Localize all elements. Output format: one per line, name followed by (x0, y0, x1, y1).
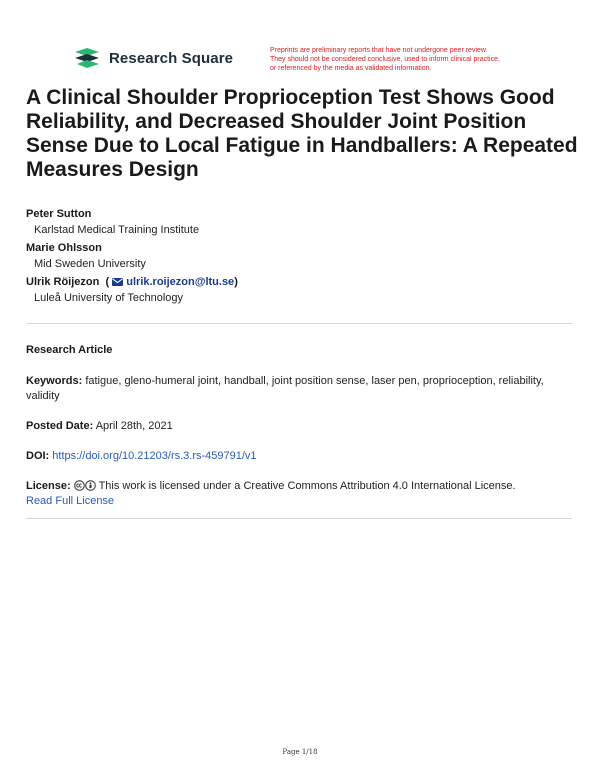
posted-date: Posted Date: April 28th, 2021 (26, 420, 173, 432)
author-name[interactable]: Marie Ohlsson (26, 242, 102, 254)
keywords-label: Keywords: (26, 375, 83, 387)
license: License: This work is licensed under a Creative Commons Attribution 4.0 International License. Read Full License (26, 480, 516, 507)
research-square-logo[interactable] (75, 48, 233, 68)
article-type: Research Article (26, 344, 113, 356)
corresponding-author: Ulrik Röijezon ( ulrik.roijezon@ltu.se) (26, 276, 238, 288)
doi: DOI: https://doi.org/10.21203/rs.3.rs-459791/v1 (26, 450, 257, 462)
author-email-link[interactable]: ulrik.roijezon@ltu.se (109, 276, 234, 288)
page-number: Page 1/18 (282, 748, 318, 756)
author-name[interactable]: Ulrik Röijezon (26, 276, 100, 288)
divider (26, 323, 572, 324)
preprint-disclaimer: Preprints are preliminary reports that have not undergone peer review. They should not be considered conclusive, used to inform clinical practice, or referenced by the media as validated information. (270, 47, 500, 72)
author-affiliation: Mid Sweden University (34, 258, 146, 270)
read-full-license-link[interactable]: Read Full License (26, 495, 115, 507)
envelope-icon (112, 278, 123, 286)
cc-icon (74, 480, 85, 491)
doi-link[interactable]: https://doi.org/10.21203/rs.3.rs-459791/v1 (52, 450, 257, 462)
author-list (26, 206, 238, 308)
author-name[interactable]: Peter Sutton (26, 208, 92, 220)
research-square-logo-icon (75, 48, 101, 68)
author-affiliation: Luleå University of Technology (34, 292, 183, 304)
keywords (26, 374, 574, 404)
divider (26, 518, 572, 519)
author-affiliation: Karlstad Medical Training Institute (34, 224, 200, 236)
paper-title: A Clinical Shoulder Proprioception Test Shows Good Reliability, and Decreased Shoulder Joint Position Sense Due to Local Fatigue in Handballers: A Repeated Measures Design (26, 86, 578, 181)
logo-text: Research Square (109, 49, 234, 67)
keywords-value: fatigue, gleno-humeral joint, handball, joint position sense, laser pen, proprioception, reliability, validity (26, 375, 544, 402)
license-text: This work is licensed under a Creative Commons Attribution 4.0 International License. (98, 480, 516, 492)
by-icon (85, 480, 96, 491)
